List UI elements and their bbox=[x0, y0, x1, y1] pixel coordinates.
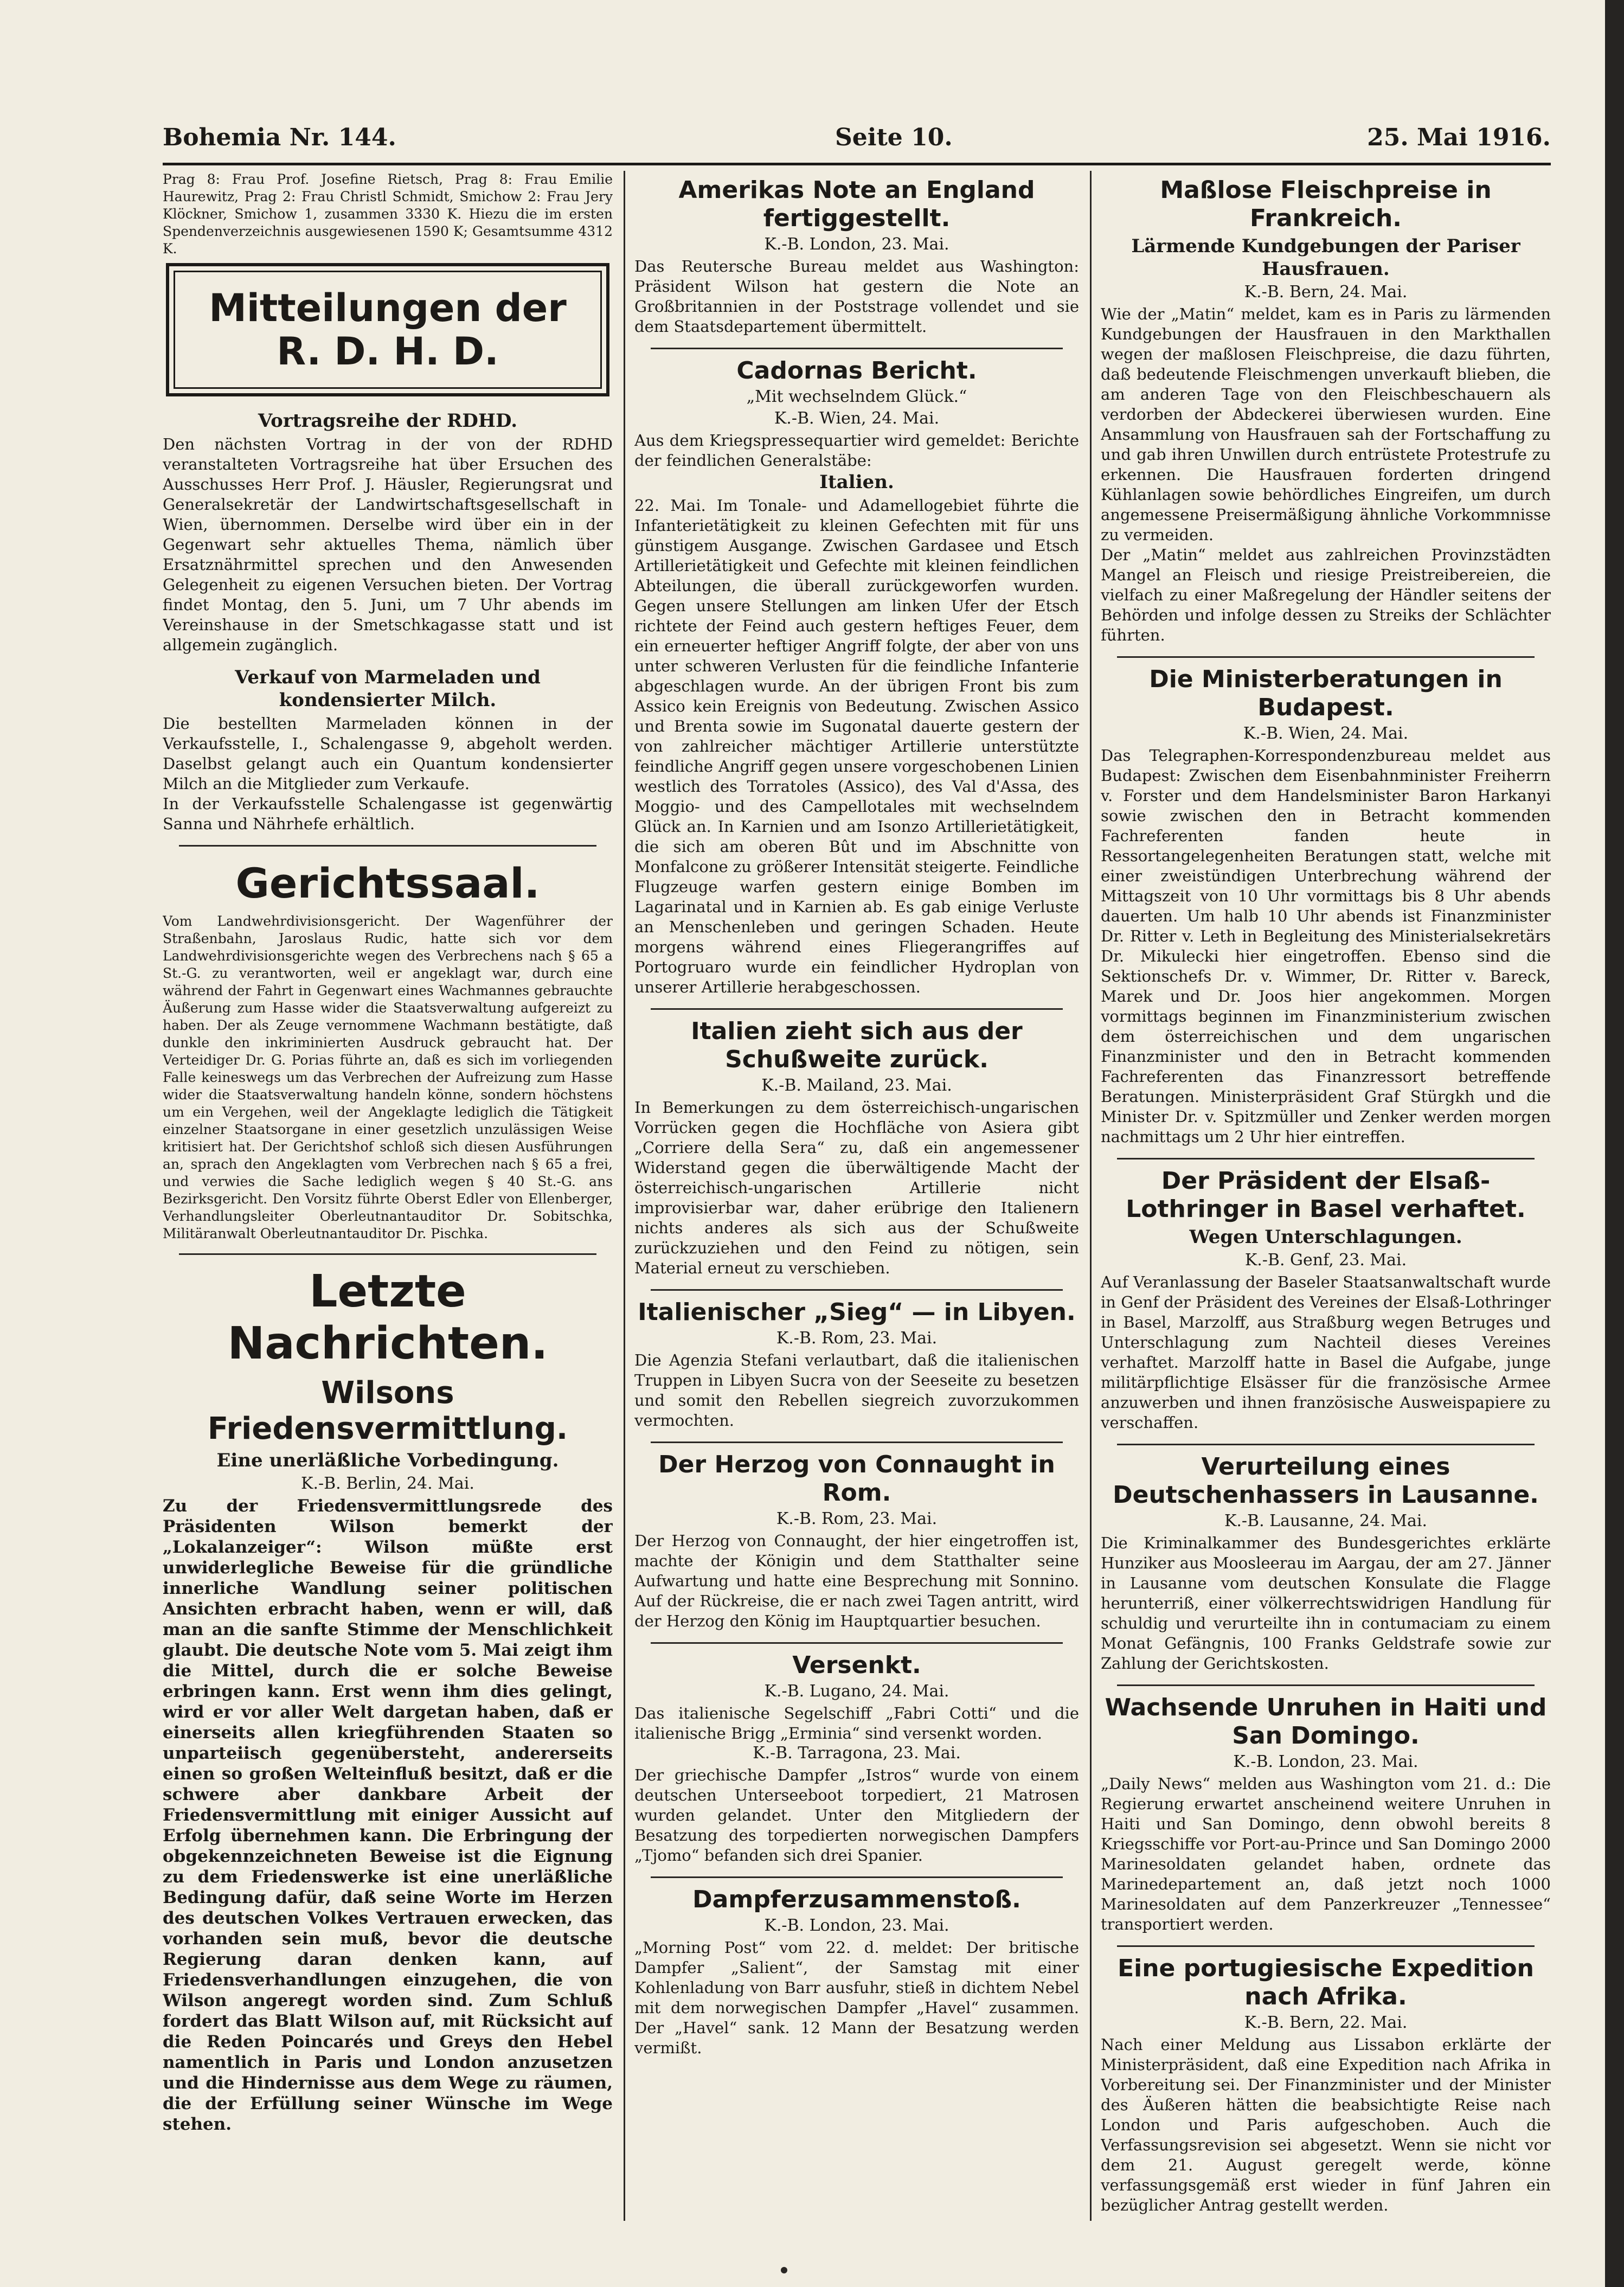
article-dateline: K.-B. Genf, 23. Mai. bbox=[1244, 1251, 1407, 1270]
column-right bbox=[1101, 171, 1551, 2221]
section-title-letzte-nachrichten: Letzte Nachrichten. bbox=[227, 1266, 548, 1369]
article-versenkt bbox=[634, 1651, 1079, 1866]
donation-list-text: Prag 8: Frau Prof. Josefine Rietsch, Prag 8: Frau Emilie Haurewitz, Prag 2: Frau Christl Schmidt, Smichow 2: Frau Jery Klöckner, Smichow 1, zusammen 3330 K. Hiezu die im ersten Spendenverzeichnis ausgewiesenen 1590 K; Gesamtsumme 4312 K. bbox=[163, 171, 613, 257]
article-dateline: K.-B. Bern, 24. Mai. bbox=[1244, 283, 1408, 302]
article-dateline: K.-B. Lugano, 24. Mai. bbox=[764, 1682, 949, 1701]
article-body: In Bemerkungen zu dem österreichisch-ungarischen Vorrücken gegen die Hochfläche von Asiera gibt „Corriere della Sera“ zu, daß ein angemessener Widerstand gegen die überwältigende Macht der österreichisch-ungarischen Artillerie nicht improvisierbar war, daher erübrige den Italienern nichts anderes als sich aus der Schußweite zurückzuziehen und den Feind zu nötigen, sein Material erneut zu verschieben. bbox=[634, 1098, 1079, 1277]
header-issue: Bohemia Nr. 144. bbox=[163, 124, 396, 151]
article-body: In der Verkaufsstelle Schalengasse ist gegenwärtig Sanna und Nährhefe erhältlich. bbox=[163, 795, 613, 833]
article-dateline: K.-B. Rom, 23. Mai. bbox=[776, 1509, 938, 1528]
article-body: Der „Matin“ meldet aus zahlreichen Provinzstädten Mangel an Fleisch und riesige Preistreibereien, die vielfach zu einer Maßregelung der Händler seitens der Behörden und infolge dessen zu Streiks der Schlächter führten. bbox=[1101, 546, 1551, 644]
rdhd-frame bbox=[166, 263, 609, 396]
divider bbox=[651, 348, 1063, 349]
article-dateline: K.-B. Mailand, 23. Mai. bbox=[761, 1076, 952, 1095]
article-dateline: K.-B. London, 23. Mai. bbox=[764, 235, 949, 254]
article-title: Der Präsident der Elsaß-Lothringer in Basel verhaftet. bbox=[1126, 1167, 1526, 1223]
article-title: Wilsons Friedensvermittlung. bbox=[207, 1375, 568, 1446]
article-body: Den nächsten Vortrag in der von der RDHD veranstalteten Vortragsreihe hat über Ersuchen des Ausschusses Herr Prof. J. Häusler, Regierungsrat und Generalsekretär der Landwirtschaftsgesellschaft in Wien, übernommen. Derselbe wird über ein in der Gegenwart sehr aktuelles Thema, nämlich über Ersatznährmittel sprechen und den Anwesenden Gelegenheit zu eigenen Versuchen bieten. Der Vortrag findet Montag, den 5. Juni, um 7 Uhr abends im Vereinshause in der Smetschkagasse statt und ist allgemein zugänglich. bbox=[163, 435, 613, 654]
article-fleischpreise bbox=[1101, 176, 1551, 645]
divider bbox=[651, 1642, 1063, 1644]
article-body: Die Agenzia Stefani verlautbart, daß die italienischen Truppen in Libyen Sucra von der Seeseite zu besetzen und somit den Rebellen siegreich zuvorzukommen vermochten. bbox=[634, 1351, 1079, 1430]
article-dampferzusammenstoss bbox=[634, 1886, 1079, 2058]
article-body: Auf Veranlassung der Baseler Staatsanwaltschaft wurde in Genf der Präsident des Vereines der Elsaß-Lothringer in Basel, Marzolff, aus Straßburg wegen Betruges und Unterschlagung zum Nachteil dieses Vereines verhaftet. Marzolff hatte in Basel die Aufgabe, junge militärpflichtige Elsässer für die französische Armee anzuwerben und ihnen französische Ausweispapiere zu verschaffen. bbox=[1101, 1273, 1551, 1432]
article-body: „Morning Post“ vom 22. d. meldet: Der britische Dampfer „Salient“, der Samstag mit einer Kohlenladung von Barr ausfuhr, stieß in dichtem Nebel mit dem norwegischen Dampfer „Havel“ zusammen. Der „Havel“ sank. 12 Mann der Besatzung werden vermißt. bbox=[634, 1938, 1079, 2057]
article-deutschenhasser bbox=[1101, 1453, 1551, 1674]
article-intro: Aus dem Kriegspressequartier wird gemeldet: Berichte der feindlichen Generalstäbe: bbox=[634, 431, 1079, 470]
article-wilson bbox=[163, 1375, 613, 2135]
article-body: „Daily News“ melden aus Washington vom 21. d.: Die Regierung erwartet anscheinend weitere Unruhen in Haiti und San Domingo, denn obwohl bereits 8 Kriegsschiffe vor Port-au-Prince und San Domingo 2000 Marinesoldaten gelandet haben, ordnete das Marinedepartement an, daß jetzt noch 1000 Marinesoldaten auf dem Panzerkreuzer „Tennessee“ transportiert werden. bbox=[1101, 1774, 1551, 1933]
article-haiti bbox=[1101, 1694, 1551, 1934]
article-body: Das Reutersche Bureau meldet aus Washington: Präsident Wilson hat gestern die Note an Großbritannien in der Poststrage vollendet und sie dem Staatsdepartement übermittelt. bbox=[634, 257, 1079, 336]
article-title: Die Ministerberatungen in Budapest. bbox=[1149, 665, 1503, 721]
column-rule bbox=[1090, 171, 1092, 2221]
article-amerika-note bbox=[634, 176, 1079, 337]
article-dateline: K.-B. Lausanne, 24. Mai. bbox=[1224, 1511, 1428, 1530]
rdhd-title: Mitteilungen der R. D. H. D. bbox=[174, 271, 602, 389]
header-date: 25. Mai 1916. bbox=[1367, 124, 1551, 151]
article-title: Vortragsreihe der RDHD. bbox=[258, 410, 518, 432]
article-connaught bbox=[634, 1451, 1079, 1631]
article-subtitle: Lärmende Kundgebungen der Pariser Hausfrauen. bbox=[1131, 235, 1520, 280]
article-body: Die Kriminalkammer des Bundesgerichtes erklärte Hunziker aus Moosleerau im Aargau, der am 27. Jänner in Lausanne vom deutschen Konsulate die Flagge herunterriß, einer völkerrechtswidrigen Handlung für schuldig und verurteilte ihn in contumaciam zu einem Monat Gefängnis, 100 Franks Geldstrafe sowie zur Zahlung der Gerichtskosten. bbox=[1101, 1534, 1551, 1673]
article-subtitle: Wegen Unterschlagungen. bbox=[1189, 1226, 1462, 1248]
article-body: Zu der Friedensvermittlungsrede des Präsidenten Wilson bemerkt der „Lokalanzeiger“: Wilson müßte erst unwiderlegliche Beweise für die gründliche innerliche Wandlung seiner politischen Ansichten erbracht haben, wenn er will, daß man an die sanfte Stimme der Menschlichkeit glaubt. Die deutsche Note vom 5. Mai zeigt ihm die Mittel, durch die er solche Beweise erbringen kann. Erst wenn ihm dies gelingt, wird er vor aller Welt dargetan haben, daß er einerseits allen kriegführenden Staaten so unparteiisch gegenübersteht, andererseits einen so großen Welteinfluß besitzt, daß er die schwere aber dankbare Arbeit der Friedensvermittlung mit einiger Aussicht auf Erfolg übernehmen kann. Die Erbringung der obgekennzeichneten Beweise ist die Eignung zu dem Friedenswerke ist eine unerläßliche Bedingung dafür, daß seine Worte im Herzen des deutschen Volkes Vertrauen erwecken, das vorhanden sein muß, bevor die deutsche Regierung daran denken kann, auf Friedensverhandlungen einzugehen, die von Wilson angeregt worden sind. Zum Schluß fordert das Blatt Wilson auf, mit Rücksicht auf die Reden Poincarés und Greys den Hebel namentlich in Paris und London anzusetzen und die Hindernisse aus dem Wege zu räumen, die der Erfüllung seiner Wünsche im Wege stehen. bbox=[163, 1496, 613, 2134]
article-body: Der Herzog von Connaught, der hier eingetroffen ist, machte der Königin und dem Statthalter seine Aufwartung und hatte eine Besprechung mit Sonnino. Auf der Rückreise, die er nach zwei Tagen antritt, wird der Herzog den König im Hauptquartier besuchen. bbox=[634, 1532, 1079, 1630]
article-title: Eine portugiesische Expedition nach Afrika. bbox=[1118, 1955, 1534, 2010]
article-body: Vom Landwehrdivisionsgericht. Der Wagenführer der Straßenbahn, Jaroslaus Rudic, hatte sich vor dem Landwehrdivisionsgerichte wegen des Verbrechens nach § 65 a St.-G. zu verantworten, weil er angeklagt war, durch eine während der Fahrt in Gegenwart eines Wachmannes gebrauchte Äußerung zum Hasse wider die Staatsverwaltung aufgereizt zu haben. Der als Zeuge vernommene Wachmann bestätigte, daß dunkle den inkriminierten Ausdruck gebraucht hat. Der Verteidiger Dr. G. Porias führte an, daß es sich im vorliegenden Falle keineswegs um das Verbrechen der Aufreizung zum Hasse wider die Staatsverwaltung handeln könne, sondern höchstens um ein Vergehen, weil der Angeklagte lediglich die Tätigkeit einzelner Staatsorgane in einer gesetzlich unzulässigen Weise kritisiert hat. Der Gerichtshof schloß sich diesen Ausführungen an, sprach den Angeklagten vom Verbrechen nach § 65 a frei, und verwies die Sache lediglich wegen § 40 St.-G. ans Bezirksgericht. Den Vorsitz führte Oberst Edler von Ellenberger, Verhandlungsleiter Oberleutnantauditor Dr. Sobitschka, Militäranwalt Oberleutnantauditor Dr. Pischka. bbox=[163, 913, 613, 1241]
header-rule bbox=[163, 163, 1551, 165]
divider bbox=[1117, 1444, 1535, 1445]
article-subtitle: Eine unerläßliche Vorbedingung. bbox=[216, 1450, 559, 1471]
divider bbox=[651, 1289, 1063, 1291]
article-elsass-lothringer bbox=[1101, 1167, 1551, 1433]
article-ministerberatungen bbox=[1101, 665, 1551, 1147]
section-title-gerichtssaal: Gerichtssaal. bbox=[235, 859, 540, 907]
article-body: Die bestellten Marmeladen können in der Verkaufsstelle, I., Schalengasse 9, abgeholt werden. Daselbst gelangt auch ein Quantum kondensierter Milch an die Mitglieder zum Verkaufe. bbox=[163, 714, 613, 793]
article-body: Wie der „Matin“ meldet, kam es in Paris zu lärmenden Kundgebungen der Hausfrauen in den Markthallen wegen der maßlosen Fleischpreise, die dazu führten, daß bedeutende Fleischmengen unverkauft blieben, die am anderen Tage von den Fleischbeschauern als verdorben der Abdeckerei überwiesen wurden. Eine Ansammlung von Hausfrauen sah der Fortschaffung zu und gab ihren Unwillen durch entrüstete Protestrufe zu erkennen. Die Hausfrauen forderten dringend Kühlanlagen sowie behördliches Eingreifen, um durch angemessene Preisermäßigung ähnliche Vorkommnisse zu vermeiden. bbox=[1101, 305, 1551, 544]
article-title: Maßlose Fleischpreise in Frankreich. bbox=[1160, 176, 1492, 232]
article-italien-schussweite bbox=[634, 1017, 1079, 1278]
article-dateline: K.-B. Bern, 22. Mai. bbox=[1244, 2013, 1408, 2032]
article-dateline: K.-B. London, 23. Mai. bbox=[764, 1916, 949, 1935]
column-left bbox=[163, 171, 613, 2221]
article-body: Nach einer Meldung aus Lissabon erklärte der Ministerpräsident, daß eine Expedition nach Afrika in Vorbereitung sei. Der Finanzminister und der Minister des Äußeren hätten die beabsichtigte Reise nach London und Paris aufgeschoben. Auch die Verfassungsrevision sei abgesetzt. Wenn sie nicht vor dem 21. August geregelt werde, könne verfassungsgemäß erst wieder in fünf Jahren ein bezüglicher Antrag gestellt werden. bbox=[1101, 2035, 1551, 2214]
article-title: Dampferzusammenstoß. bbox=[692, 1886, 1021, 1913]
divider bbox=[179, 845, 596, 847]
article-body: 22. Mai. Im Tonale- und Adamellogebiet führte die Infanterietätigkeit zu kleinen Gefechten mit für uns günstigem Ausgange. Zwischen Gardasee und Etsch Artillerietätigkeit und Gefechte mit kleinen feindlichen Abteilungen, die überall zurückgeworfen wurden. Gegen unsere Stellungen am linken Ufer der Etsch richtete der Feind auch gestern heftiges Feuer, dem ein erneuerter heftiger Angriff folgte, der aber von uns unter schweren Verlusten für die feindliche Infanterie abgeschlagen wurde. An der übrigen Front bis zum Assico kein Ereignis von Bedeutung. Zwischen Assico und Brenta sowie im Sugonatal dauerte gestern der von zahlreicher mächtiger Artillerie unterstützte feindliche Angriff gegen unsere vorgeschobenen Linien westlich des Torratoles (Assico), des Val d'Assa, des Moggio- und des Campellotales mit wechselndem Glück an. In Karnien und am Isonzo Artillerietätigkeit, die sich am oberen Bût und im Abschnitte von Monfalcone zu größerer Intensität steigerte. Feindliche Flugzeuge warfen gestern einige Bomben im Lagarinatal und in Karnien ab. Es gab einige Verluste an Menschenleben und geringen Schaden. Heute morgens während eines Fliegerangriffes auf Portogruaro wurde ein feindlicher Hydroplan von unserer Artillerie herabgeschossen. bbox=[634, 496, 1079, 996]
article-subtitle: „Mit wechselndem Glück.“ bbox=[746, 387, 967, 406]
article-title: Italienischer „Sieg“ — in Libyen. bbox=[638, 1298, 1076, 1326]
article-portugal bbox=[1101, 1955, 1551, 2215]
article-body: Der griechische Dampfer „Istros“ wurde von einem deutschen Unterseeboot torpediert, 21 Matrosen wurden gelandet. Unter den Mitgliedern der Besatzung des torpedierten norwegischen Dampfers „Tjomo“ befanden sich drei Spanier. bbox=[634, 1766, 1079, 1865]
article-dateline: K.-B. Wien, 24. Mai. bbox=[774, 409, 940, 428]
divider bbox=[651, 1876, 1063, 1878]
print-mark bbox=[781, 2267, 787, 2273]
page-header bbox=[163, 124, 1551, 162]
divider bbox=[1117, 1684, 1535, 1686]
article-title: Amerikas Note an England fertiggestellt. bbox=[678, 176, 1035, 232]
divider bbox=[1117, 1158, 1535, 1159]
article-title: Versenkt. bbox=[792, 1651, 921, 1679]
article-body: Das italienische Segelschiff „Fabri Cotti“ und die italienische Brigg „Erminia“ sind versenkt worden. bbox=[634, 1704, 1079, 1743]
article-dateline: K.-B. London, 23. Mai. bbox=[1233, 1752, 1418, 1771]
header-page-number: Seite 10. bbox=[835, 124, 953, 151]
column-rule bbox=[624, 171, 625, 2221]
article-body: Das Telegraphen-Korrespondenzbureau meldet aus Budapest: Zwischen dem Eisenbahnminister Freiherrn v. Forster und dem Handelsminister Baron Harkanyi sowie zwischen den in Betracht kommenden Fachreferenten fanden heute in Ressortangelegenheiten Beratungen statt, welche mit einer zweistündigen Unterbrechung während der Mittagszeit von 10 Uhr vormittags bis 8 Uhr abends dauerten. Um halb 10 Uhr abends ist Finanzminister Dr. Ritter v. Leth in Begleitung des Ministerialsekretärs Dr. Mikulecki hier eingetroffen. Ebenso sind die Sektionschefs Dr. v. Wimmer, Dr. Ritter v. Bareck, Marek und Dr. Joos hier angekommen. Morgen vormittags beginnen im Finanzministerium zwischen dem österreichischen und dem ungarischen Finanzminister und den in Betracht kommenden Fachreferenten das Finanzressort betreffende Beratungen. Ministerpräsident Graf Stürgkh und die Minister Dr. v. Spitzmüller und Zenker werden morgen nachmittags um 2 Uhr hier eintreffen. bbox=[1101, 746, 1551, 1146]
column-middle bbox=[634, 171, 1079, 2221]
article-dateline: K.-B. Berlin, 24. Mai. bbox=[301, 1474, 474, 1493]
article-title: Verkauf von Marmeladen und kondensierter Milch. bbox=[235, 667, 541, 711]
divider bbox=[651, 1008, 1063, 1010]
article-title: Wachsende Unruhen in Haiti und San Domingo. bbox=[1105, 1694, 1547, 1750]
article-title: Italien zieht sich aus der Schußweite zurück. bbox=[691, 1017, 1023, 1073]
article-section-label: Italien. bbox=[819, 471, 894, 493]
article-title: Verurteilung eines Deutschenhassers in Lausanne. bbox=[1113, 1453, 1539, 1509]
article-title: Der Herzog von Connaught in Rom. bbox=[658, 1451, 1055, 1507]
article-libyen bbox=[634, 1298, 1079, 1431]
scan-edge bbox=[1605, 0, 1624, 2287]
divider bbox=[1117, 1945, 1535, 1947]
divider bbox=[1117, 656, 1535, 658]
article-dateline: K.-B. Wien, 24. Mai. bbox=[1243, 724, 1409, 743]
article-vortragsreihe bbox=[163, 409, 613, 655]
divider bbox=[651, 1442, 1063, 1443]
article-dateline: K.-B. Tarragona, 23. Mai. bbox=[753, 1744, 961, 1763]
article-marmeladen bbox=[163, 666, 613, 834]
article-gerichtssaal bbox=[163, 860, 613, 1242]
article-title: Cadornas Bericht. bbox=[736, 357, 977, 385]
article-cadorna bbox=[634, 357, 1079, 997]
divider bbox=[179, 1253, 596, 1255]
article-dateline: K.-B. Rom, 23. Mai. bbox=[776, 1329, 938, 1348]
